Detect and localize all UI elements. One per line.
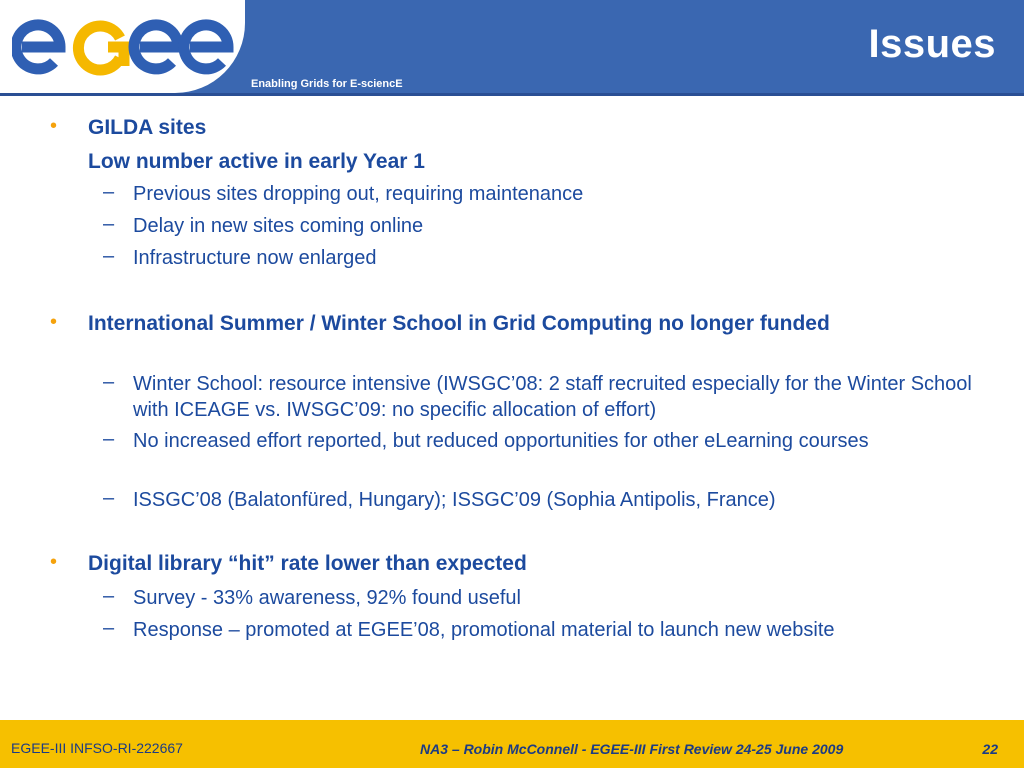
dash-icon: – <box>103 371 115 393</box>
list-item: Previous sites dropping out, requiring maintenance <box>133 183 584 205</box>
page-number: 22 <box>982 741 998 757</box>
footer-presenter: NA3 – Robin McConnell - EGEE-III First Review 24-25 June 2009 <box>420 741 844 757</box>
footer-project-id: EGEE-III INFSO-RI-222667 <box>11 740 183 756</box>
list-item: Delay in new sites coming online <box>133 215 424 237</box>
dash-icon: – <box>103 487 115 509</box>
section-subheading: Low number active in early Year 1 <box>88 150 425 173</box>
dash-icon: – <box>103 428 115 450</box>
section-heading: Digital library “hit” rate lower than expected <box>88 552 527 575</box>
bullet-icon: • <box>50 551 58 573</box>
dash-icon: – <box>103 213 115 235</box>
section-heading: International Summer / Winter School in Grid Computing no longer funded <box>88 312 830 335</box>
list-item: Infrastructure now enlarged <box>133 247 377 269</box>
tagline: Enabling Grids for E-sciencE <box>251 78 403 90</box>
list-item: Winter School: resource intensive (IWSGC’08: 2 staff recruited especially for the Winter School with ICEAGE vs. IWSGC’09: no specific allocation of effort) <box>133 373 972 421</box>
dash-icon: – <box>103 585 115 607</box>
bullet-icon: • <box>50 311 58 333</box>
dash-icon: – <box>103 245 115 267</box>
dash-icon: – <box>103 617 115 639</box>
bullet-icon: • <box>50 115 58 137</box>
list-item: Survey - 33% awareness, 92% found useful <box>133 587 521 609</box>
slide-title: Issues <box>868 22 996 66</box>
footer-bar <box>0 720 1024 768</box>
section-heading: GILDA sites <box>88 116 207 139</box>
dash-icon: – <box>103 181 115 203</box>
list-item: ISSGC’08 (Balatonfüred, Hungary); ISSGC’09 (Sophia Antipolis, France) <box>133 489 776 511</box>
list-item: No increased effort reported, but reduced opportunities for other eLearning courses <box>133 430 869 452</box>
list-item: Response – promoted at EGEE’08, promotional material to launch new website <box>133 619 835 641</box>
